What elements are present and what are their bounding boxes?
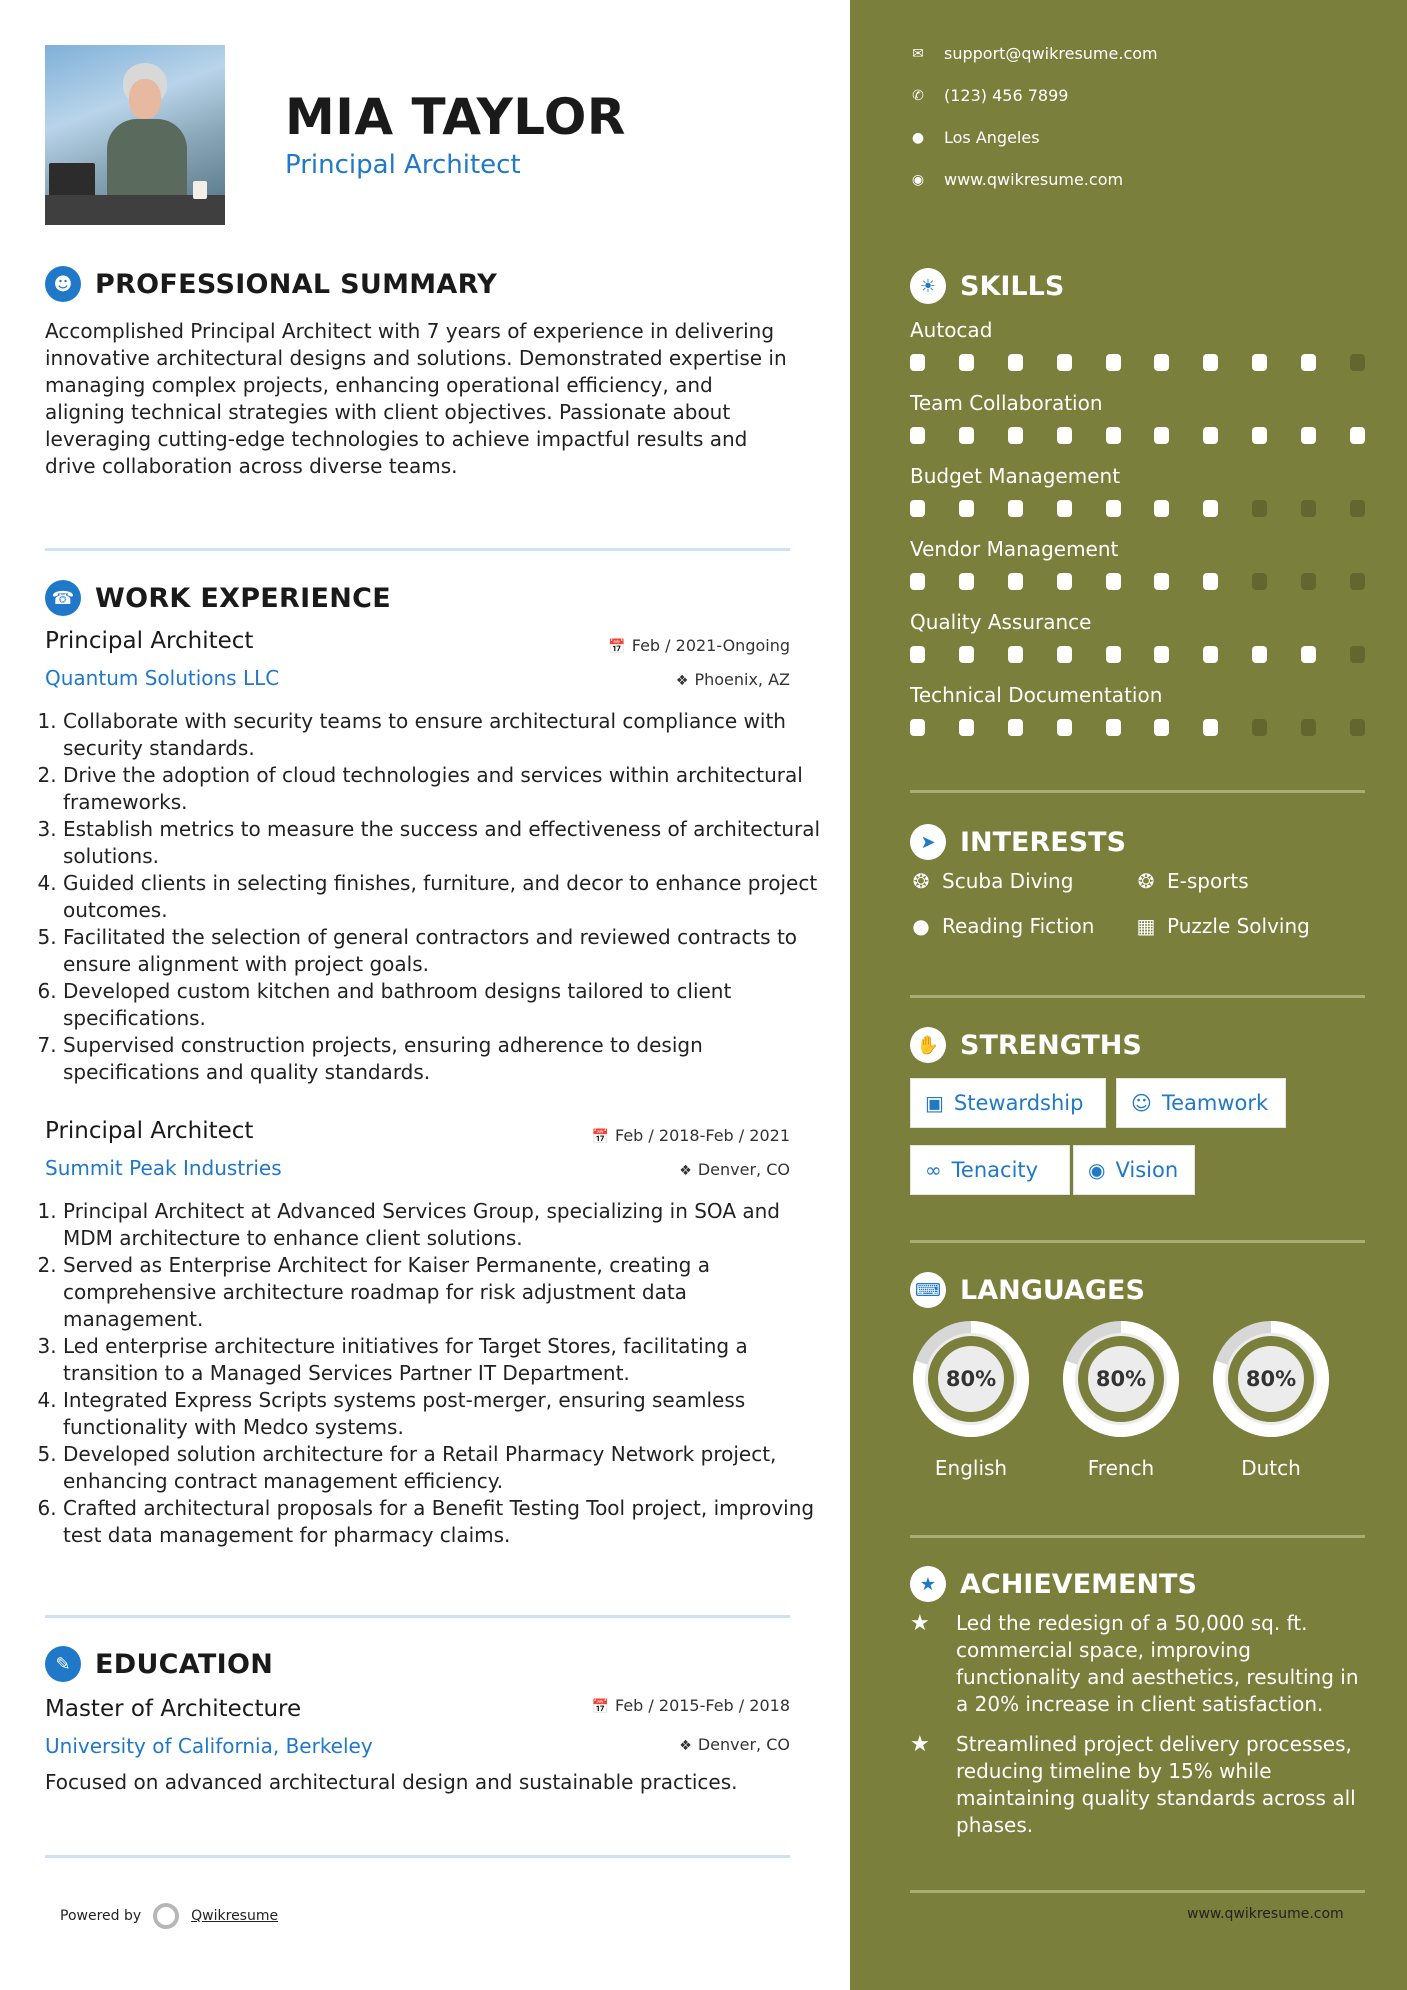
rating-dot — [1350, 427, 1365, 444]
skill-name: Quality Assurance — [910, 610, 1092, 634]
rating-dot — [1106, 500, 1121, 517]
lightbulb-icon: ☀ — [910, 268, 946, 304]
summary-text: Accomplished Principal Architect with 7 years of experience in delivering innovative architectural designs and solutions. Demonstrated expertise in managing complex projects, enhancing operational efficiency, and aligning technical strategies with client objectives. Passionate about leveraging cutting-edge technologies to achieve impactful results and drive collaboration across diverse teams. — [45, 319, 787, 478]
language-ring — [1210, 1318, 1332, 1440]
rating-dot — [1008, 573, 1023, 590]
interests-heading: ➤ INTERESTS — [910, 824, 1126, 860]
language-name: Dutch — [1241, 1456, 1301, 1480]
phone-icon: ✆ — [912, 87, 924, 104]
globe-icon: ◉ — [911, 171, 925, 188]
rating-dot — [1350, 500, 1365, 517]
candidate-name: MIA TAYLOR — [285, 88, 626, 146]
rating-dot — [1106, 646, 1121, 663]
rating-dot — [910, 719, 925, 736]
candidate-role: Principal Architect — [285, 150, 521, 180]
star-badge-icon: ★ — [910, 1566, 946, 1602]
star-icon: ★ — [910, 1611, 930, 1636]
contact-location: ● Los Angeles — [911, 128, 1040, 147]
education-location: ❖ Denver, CO — [679, 1735, 790, 1754]
translate-icon: ⌨ — [910, 1272, 946, 1308]
rating-dot — [959, 573, 974, 590]
list-item: 3. Led enterprise architecture initiatives for Target Stores, facilitating a transition to a Managed Services Partner IT Department. — [63, 1333, 823, 1387]
contact-email[interactable]: ✉ support@qwikresume.com — [910, 44, 1158, 63]
company-name: Summit Peak Industries — [45, 1156, 282, 1180]
achievement-item: ★ Led the redesign of a 50,000 sq. ft. commercial space, improving functionality and aesthetics, resulting in a 20% increase in client satisfaction. — [910, 1611, 1359, 1716]
school-name: University of California, Berkeley — [45, 1734, 373, 1758]
rating-dot — [1203, 354, 1218, 371]
rating-dot — [1057, 646, 1072, 663]
job-title: Principal Architect — [45, 1118, 254, 1144]
summary-heading: ☻ PROFESSIONAL SUMMARY — [45, 266, 497, 302]
skill-rating — [910, 646, 1365, 663]
language-item — [910, 1318, 1032, 1480]
paper-plane-icon: ➤ — [910, 824, 946, 860]
divider — [910, 995, 1365, 998]
rating-dot — [1203, 719, 1218, 736]
rating-dot — [1301, 354, 1316, 371]
divider — [910, 1240, 1365, 1243]
rating-dot — [1301, 719, 1316, 736]
briefcase-icon: ▣ — [925, 1091, 944, 1115]
rating-dot — [1154, 427, 1169, 444]
footer-website[interactable]: www.qwikresume.com — [1187, 1906, 1344, 1922]
rating-dot — [1252, 719, 1267, 736]
strength-tag: ∞ Tenacity — [910, 1145, 1070, 1195]
rating-dot — [1350, 354, 1365, 371]
skill-name: Budget Management — [910, 464, 1121, 488]
languages-heading: ⌨ LANGUAGES — [910, 1272, 1145, 1308]
rating-dot — [1008, 646, 1023, 663]
rating-dot — [959, 646, 974, 663]
job-duties — [36, 1198, 823, 1549]
achievement-item: ★ Streamlined project delivery processes, reducing timeline by 15% while maintaining quality standards across all phases. — [910, 1732, 1356, 1837]
divider — [910, 790, 1365, 793]
calendar-icon: 📅 — [591, 1699, 609, 1715]
rating-dot — [1154, 500, 1169, 517]
rating-dot — [1057, 427, 1072, 444]
qwikresume-link[interactable]: Qwikresume — [191, 1908, 279, 1924]
rating-dot — [1154, 719, 1169, 736]
skill-name: Technical Documentation — [910, 683, 1163, 707]
rating-dot — [1106, 719, 1121, 736]
rating-dot — [1350, 573, 1365, 590]
link-icon: ∞ — [925, 1158, 942, 1182]
rating-dot — [1203, 646, 1218, 663]
rating-dot — [1301, 646, 1316, 663]
fist-icon: ✋ — [910, 1027, 946, 1063]
rating-dot — [1252, 354, 1267, 371]
rating-dot — [910, 646, 925, 663]
rating-dot — [1301, 427, 1316, 444]
rating-dot — [959, 719, 974, 736]
mail-icon: ✉ — [912, 45, 924, 62]
rating-dot — [959, 427, 974, 444]
users-icon: ☺ — [1131, 1091, 1152, 1115]
job-dates: 📅 Feb / 2021-Ongoing — [608, 636, 790, 655]
calendar-icon: 📅 — [608, 639, 626, 655]
rating-dot — [1106, 354, 1121, 371]
interest-item: ● Reading Fiction — [910, 914, 1094, 938]
interest-item: ▦ Puzzle Solving — [1136, 914, 1310, 938]
rating-dot — [1008, 719, 1023, 736]
list-item: 3. Establish metrics to measure the success and effectiveness of architectural solutions. — [63, 816, 823, 870]
rating-dot — [1350, 646, 1365, 663]
education-dates: 📅 Feb / 2015-Feb / 2018 — [591, 1696, 790, 1715]
skill-name: Team Collaboration — [910, 391, 1103, 415]
graduation-icon: ✎ — [45, 1646, 81, 1682]
list-item: 2. Served as Enterprise Architect for Kaiser Permanente, creating a comprehensive architecture roadmap for risk adjustment data management. — [63, 1252, 823, 1333]
language-percent: 80% — [1245, 1367, 1297, 1391]
rating-dot — [1203, 500, 1218, 517]
rating-dot — [1252, 427, 1267, 444]
star-icon: ★ — [910, 1732, 930, 1757]
job-duties — [36, 708, 823, 1086]
rating-dot — [1057, 354, 1072, 371]
rating-dot — [1008, 427, 1023, 444]
language-percent: 80% — [1095, 1367, 1147, 1391]
rating-dot — [1057, 719, 1072, 736]
rating-dot — [1106, 427, 1121, 444]
gamepad-icon: ● — [912, 914, 930, 938]
job-location: ❖ Denver, CO — [679, 1160, 790, 1179]
skill-rating — [910, 573, 1365, 590]
degree-title: Master of Architecture — [45, 1696, 302, 1722]
rating-dot — [1057, 500, 1072, 517]
rating-dot — [1203, 427, 1218, 444]
education-heading: ✎ EDUCATION — [45, 1646, 273, 1682]
job-title: Principal Architect — [45, 628, 254, 654]
language-percent: 80% — [945, 1367, 997, 1391]
language-ring — [910, 1318, 1032, 1440]
divider — [45, 1615, 790, 1618]
rating-dot — [1057, 573, 1072, 590]
rating-dot — [1008, 500, 1023, 517]
rating-dot — [1252, 500, 1267, 517]
rating-dot — [1154, 646, 1169, 663]
pin-icon: ❖ — [679, 1738, 692, 1754]
rating-dot — [1350, 719, 1365, 736]
rating-dot — [910, 427, 925, 444]
list-item: 4. Integrated Express Scripts systems post-merger, ensuring seamless functionality with Medco systems. — [63, 1387, 823, 1441]
rating-dot — [910, 500, 925, 517]
briefcase-icon: ☎ — [45, 580, 81, 616]
skills-heading: ☀ SKILLS — [910, 268, 1064, 304]
list-item: 2. Drive the adoption of cloud technologies and services within architectural frameworks. — [63, 762, 823, 816]
rating-dot — [910, 354, 925, 371]
skill-name: Vendor Management — [910, 537, 1119, 561]
rating-dot — [1203, 573, 1218, 590]
powered-by: Powered by Qwikresume — [60, 1903, 278, 1929]
rating-dot — [1252, 646, 1267, 663]
list-item: 1. Principal Architect at Advanced Services Group, specializing in SOA and MDM architecture to enhance client solutions. — [63, 1198, 823, 1252]
job-dates: 📅 Feb / 2018-Feb / 2021 — [591, 1126, 790, 1145]
divider — [910, 1535, 1365, 1538]
rating-dot — [1008, 354, 1023, 371]
strength-tag: ☺ Teamwork — [1116, 1078, 1286, 1128]
strength-tag: ▣ Stewardship — [910, 1078, 1106, 1128]
map-pin-icon: ● — [911, 129, 925, 146]
user-icon: ☻ — [45, 266, 81, 302]
list-item: 4. Guided clients in selecting finishes, furniture, and decor to enhance project outcomes. — [63, 870, 823, 924]
pin-icon: ❖ — [679, 1163, 692, 1179]
calendar-icon: 📅 — [591, 1129, 609, 1145]
qwikresume-logo-icon — [153, 1903, 179, 1929]
rating-dot — [1106, 573, 1121, 590]
rating-dot — [1301, 573, 1316, 590]
strengths-heading: ✋ STRENGTHS — [910, 1027, 1142, 1063]
rating-dot — [959, 354, 974, 371]
rating-dot — [910, 573, 925, 590]
language-ring — [1060, 1318, 1182, 1440]
list-item: 6. Crafted architectural proposals for a Benefit Testing Tool project, improving test data management for pharmacy claims. — [63, 1495, 823, 1549]
list-item: 5. Developed solution architecture for a Retail Pharmacy Network project, enhancing contract management efficiency. — [63, 1441, 823, 1495]
rating-dot — [1252, 573, 1267, 590]
rating-dot — [1154, 354, 1169, 371]
interest-item: ❂ E-sports — [1135, 869, 1249, 893]
language-name: French — [1087, 1456, 1155, 1480]
profile-photo — [45, 45, 225, 225]
rating-dot — [1301, 500, 1316, 517]
skill-rating — [910, 427, 1365, 444]
list-item: 5. Facilitated the selection of general contractors and reviewed contracts to ensure alignment with project goals. — [63, 924, 823, 978]
contact-phone[interactable]: ✆ (123) 456 7899 — [910, 86, 1068, 105]
job-location: ❖ Phoenix, AZ — [675, 670, 790, 689]
divider — [45, 1855, 790, 1858]
divider — [910, 1890, 1365, 1893]
company-name: Quantum Solutions LLC — [45, 666, 280, 690]
strength-tag: ◉ Vision — [1073, 1145, 1195, 1195]
skill-rating — [910, 354, 1365, 371]
skill-name: Autocad — [910, 318, 993, 342]
lifebuoy-icon: ❂ — [1137, 869, 1155, 893]
education-description: Focused on advanced architectural design and sustainable practices. — [45, 1770, 738, 1794]
language-item — [1060, 1318, 1182, 1480]
list-item: 6. Developed custom kitchen and bathroom designs tailored to client specifications. — [63, 978, 823, 1032]
lifebuoy-icon: ❂ — [912, 869, 930, 893]
experience-heading: ☎ WORK EXPERIENCE — [45, 580, 391, 616]
rating-dot — [1154, 573, 1169, 590]
achievements-heading: ★ ACHIEVEMENTS — [910, 1566, 1197, 1602]
contact-website[interactable]: ◉ www.qwikresume.com — [911, 170, 1124, 189]
interest-item: ❂ Scuba Diving — [910, 869, 1073, 893]
skill-rating — [910, 500, 1365, 517]
language-name: English — [934, 1456, 1008, 1480]
binoculars-icon: ◉ — [1088, 1158, 1106, 1182]
skill-rating — [910, 719, 1365, 736]
rating-dot — [959, 500, 974, 517]
divider — [45, 548, 790, 551]
pin-icon: ❖ — [675, 673, 689, 689]
list-item: 1. Collaborate with security teams to ensure architectural compliance with security standards. — [63, 708, 823, 762]
language-item — [1210, 1318, 1332, 1480]
list-item: 7. Supervised construction projects, ensuring adherence to design specifications and quality standards. — [63, 1032, 823, 1086]
book-icon: ▦ — [1136, 914, 1156, 938]
